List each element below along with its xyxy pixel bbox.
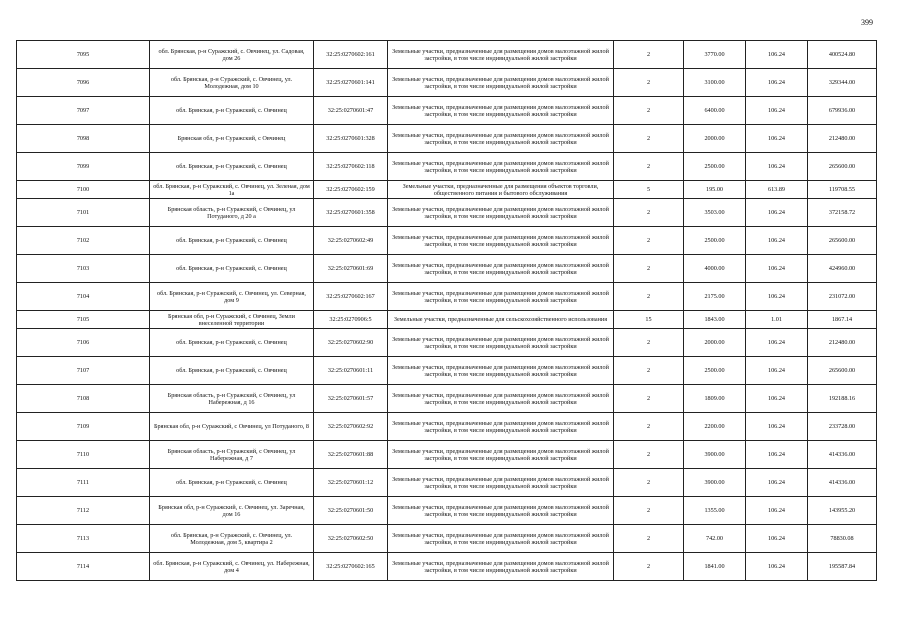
area-cell: 3503.00 — [684, 199, 746, 227]
rate-cell: 106.24 — [746, 413, 808, 441]
rate-cell: 106.24 — [746, 525, 808, 553]
group-cell: 2 — [614, 69, 684, 97]
land-purpose-cell: Земельные участки, предназначенные для размещения домов малоэтажной жилой застройки, в том числе индивидуальной жилой застройки — [388, 199, 614, 227]
rate-cell: 106.24 — [746, 283, 808, 311]
group-cell: 2 — [614, 255, 684, 283]
rate-cell: 106.24 — [746, 227, 808, 255]
table-row — [17, 329, 877, 357]
cadastral-value-cell: 400524.80 — [808, 41, 877, 69]
land-purpose-cell: Земельные участки, предназначенные для размещения домов малоэтажной жилой застройки, в том числе индивидуальной жилой застройки — [388, 255, 614, 283]
group-cell: 2 — [614, 525, 684, 553]
group-cell: 2 — [614, 153, 684, 181]
group-cell: 2 — [614, 497, 684, 525]
rate-cell: 106.24 — [746, 153, 808, 181]
rate-cell: 106.24 — [746, 497, 808, 525]
rate-cell: 106.24 — [746, 97, 808, 125]
address-cell: Брянская обл, р-н Суражский, с Овчинец, ул Потуданого, 8 — [150, 413, 314, 441]
table-body — [17, 41, 877, 581]
group-cell: 2 — [614, 553, 684, 581]
row-number: 7099 — [17, 153, 150, 181]
table-row — [17, 441, 877, 469]
table-row — [17, 153, 877, 181]
row-number: 7110 — [17, 441, 150, 469]
rate-cell: 106.24 — [746, 125, 808, 153]
table-row — [17, 41, 877, 69]
table-row — [17, 311, 877, 329]
row-number: 7106 — [17, 329, 150, 357]
area-cell: 2175.00 — [684, 283, 746, 311]
land-purpose-cell: Земельные участки, предназначенные для размещения домов малоэтажной жилой застройки, в том числе индивидуальной жилой застройки — [388, 227, 614, 255]
cadastral-number-cell: 32:25:0270906:5 — [314, 311, 388, 329]
row-number: 7103 — [17, 255, 150, 283]
cadastral-value-cell: 78830.08 — [808, 525, 877, 553]
address-cell: обл. Брянская, р-н Суражский, с. Овчинец — [150, 329, 314, 357]
table-row — [17, 125, 877, 153]
cadastral-number-cell: 32:25:0270601:50 — [314, 497, 388, 525]
rate-cell: 106.24 — [746, 553, 808, 581]
area-cell: 3100.00 — [684, 69, 746, 97]
row-number: 7109 — [17, 413, 150, 441]
group-cell: 2 — [614, 329, 684, 357]
table-row — [17, 255, 877, 283]
land-purpose-cell: Земельные участки, предназначенные для размещения домов малоэтажной жилой застройки, в том числе индивидуальной жилой застройки — [388, 153, 614, 181]
cadastral-number-cell: 32:25:0270602:167 — [314, 283, 388, 311]
cadastral-number-cell: 32:25:0270602:118 — [314, 153, 388, 181]
area-cell: 1809.00 — [684, 385, 746, 413]
land-purpose-cell: Земельные участки, предназначенные для размещения домов малоэтажной жилой застройки, в том числе индивидуальной жилой застройки — [388, 125, 614, 153]
row-number: 7101 — [17, 199, 150, 227]
cadastral-number-cell: 32:25:0270602:49 — [314, 227, 388, 255]
row-number: 7111 — [17, 469, 150, 497]
cadastral-value-cell: 231072.00 — [808, 283, 877, 311]
address-cell: обл. Брянская, р-н Суражский, с. Овчинец, ул. Молодежная, дом 10 — [150, 69, 314, 97]
rate-cell: 613.89 — [746, 181, 808, 199]
table-row — [17, 97, 877, 125]
group-cell: 2 — [614, 227, 684, 255]
rate-cell: 106.24 — [746, 69, 808, 97]
land-purpose-cell: Земельные участки, предназначенные для размещения домов малоэтажной жилой застройки, в том числе индивидуальной жилой застройки — [388, 385, 614, 413]
cadastral-value-cell: 424960.00 — [808, 255, 877, 283]
table-row — [17, 69, 877, 97]
group-cell: 15 — [614, 311, 684, 329]
group-cell: 2 — [614, 413, 684, 441]
table-row — [17, 553, 877, 581]
group-cell: 2 — [614, 41, 684, 69]
area-cell: 3900.00 — [684, 441, 746, 469]
table-row — [17, 497, 877, 525]
table-row — [17, 385, 877, 413]
cadastral-value-cell: 192188.16 — [808, 385, 877, 413]
group-cell: 2 — [614, 199, 684, 227]
land-purpose-cell: Земельные участки, предназначенные для размещения домов малоэтажной жилой застройки, в том числе индивидуальной жилой застройки — [388, 283, 614, 311]
address-cell: Брянская обл, р-н Суражский, с Овчинец, Земли внеселенной территории — [150, 311, 314, 329]
cadastral-number-cell: 32:25:0270601:57 — [314, 385, 388, 413]
area-cell: 2200.00 — [684, 413, 746, 441]
address-cell: обл. Брянская, р-н Суражский, с. Овчинец, ул. Молодежная, дом 5, квартира 2 — [150, 525, 314, 553]
address-cell: обл. Брянская, р-н Суражский, с. Овчинец, ул. Садовая, дом 26 — [150, 41, 314, 69]
cadastral-number-cell: 32:25:0270602:90 — [314, 329, 388, 357]
address-cell: обл. Брянская, р-н Суражский, с. Овчинец — [150, 227, 314, 255]
rate-cell: 106.24 — [746, 385, 808, 413]
address-cell: обл. Брянская, р-н Суражский, с. Овчинец — [150, 255, 314, 283]
land-purpose-cell: Земельные участки, предназначенные для размещения домов малоэтажной жилой застройки, в том числе индивидуальной жилой застройки — [388, 357, 614, 385]
address-cell: обл. Брянская, р-н Суражский, с. Овчинец — [150, 469, 314, 497]
group-cell: 2 — [614, 357, 684, 385]
rate-cell: 106.24 — [746, 255, 808, 283]
cadastral-number-cell: 32:25:0270601:141 — [314, 69, 388, 97]
area-cell: 1843.00 — [684, 311, 746, 329]
row-number: 7112 — [17, 497, 150, 525]
cadastral-value-table — [16, 40, 877, 581]
cadastral-number-cell: 32:25:0270601:88 — [314, 441, 388, 469]
cadastral-value-cell: 1867.14 — [808, 311, 877, 329]
area-cell: 195.00 — [684, 181, 746, 199]
area-cell: 2000.00 — [684, 329, 746, 357]
row-number: 7102 — [17, 227, 150, 255]
group-cell: 2 — [614, 469, 684, 497]
land-purpose-cell: Земельные участки, предназначенные для размещения домов малоэтажной жилой застройки, в том числе индивидуальной жилой застройки — [388, 469, 614, 497]
row-number: 7104 — [17, 283, 150, 311]
address-cell: обл. Брянская, р-н Суражский, с. Овчинец, ул. Набережная, дом 4 — [150, 553, 314, 581]
area-cell: 2000.00 — [684, 125, 746, 153]
rate-cell: 106.24 — [746, 469, 808, 497]
row-number: 7107 — [17, 357, 150, 385]
area-cell: 4000.00 — [684, 255, 746, 283]
rate-cell: 106.24 — [746, 441, 808, 469]
cadastral-value-cell: 372158.72 — [808, 199, 877, 227]
cadastral-value-cell: 329344.00 — [808, 69, 877, 97]
cadastral-number-cell: 32:25:0270602:92 — [314, 413, 388, 441]
cadastral-number-cell: 32:25:0270602:165 — [314, 553, 388, 581]
cadastral-number-cell: 32:25:0270601:328 — [314, 125, 388, 153]
area-cell: 1841.00 — [684, 553, 746, 581]
address-cell: Брянская область, р-н Суражский, с Овчинец, ул Потуданого, д 20 а — [150, 199, 314, 227]
address-cell: Брянская обл, р-н Суражский, с. Овчинец, ул. Заречная, дом 16 — [150, 497, 314, 525]
rate-cell: 106.24 — [746, 41, 808, 69]
table-row — [17, 181, 877, 199]
table-row — [17, 469, 877, 497]
address-cell: Брянская область, р-н Суражский, с Овчинец, ул Набережная, д 7 — [150, 441, 314, 469]
cadastral-number-cell: 32:25:0270602:159 — [314, 181, 388, 199]
table-row — [17, 525, 877, 553]
address-cell: обл. Брянская, р-н Суражский, с. Овчинец, ул. Северная, дом 9 — [150, 283, 314, 311]
address-cell: Брянская область, р-н Суражский, с Овчинец, ул Набережная, д 16 — [150, 385, 314, 413]
row-number: 7108 — [17, 385, 150, 413]
land-purpose-cell: Земельные участки, предназначенные для размещения домов малоэтажной жилой застройки, в том числе индивидуальной жилой застройки — [388, 329, 614, 357]
cadastral-value-cell: 233728.00 — [808, 413, 877, 441]
rate-cell: 106.24 — [746, 357, 808, 385]
table-row — [17, 413, 877, 441]
area-cell: 2500.00 — [684, 357, 746, 385]
area-cell: 2500.00 — [684, 153, 746, 181]
row-number: 7113 — [17, 525, 150, 553]
table-row — [17, 283, 877, 311]
cadastral-value-cell: 265600.00 — [808, 227, 877, 255]
page-number: 399 — [861, 18, 873, 27]
row-number: 7100 — [17, 181, 150, 199]
area-cell: 3900.00 — [684, 469, 746, 497]
row-number: 7105 — [17, 311, 150, 329]
cadastral-number-cell: 32:25:0270601:69 — [314, 255, 388, 283]
land-purpose-cell: Земельные участки, предназначенные для размещения домов малоэтажной жилой застройки, в том числе индивидуальной жилой застройки — [388, 553, 614, 581]
land-purpose-cell: Земельные участки, предназначенные для размещения домов малоэтажной жилой застройки, в том числе индивидуальной жилой застройки — [388, 525, 614, 553]
cadastral-number-cell: 32:25:0270601:358 — [314, 199, 388, 227]
row-number: 7098 — [17, 125, 150, 153]
row-number: 7114 — [17, 553, 150, 581]
cadastral-value-cell: 265600.00 — [808, 357, 877, 385]
cadastral-number-cell: 32:25:0270601:11 — [314, 357, 388, 385]
cadastral-number-cell: 32:25:0270601:12 — [314, 469, 388, 497]
cadastral-value-cell: 195587.84 — [808, 553, 877, 581]
row-number: 7097 — [17, 97, 150, 125]
address-cell: Брянская обл, р-н Суражский, с Овчинец — [150, 125, 314, 153]
row-number: 7095 — [17, 41, 150, 69]
table-row — [17, 227, 877, 255]
group-cell: 5 — [614, 181, 684, 199]
cadastral-number-cell: 32:25:0270601:47 — [314, 97, 388, 125]
cadastral-value-cell: 414336.00 — [808, 441, 877, 469]
cadastral-value-cell: 212480.00 — [808, 329, 877, 357]
address-cell: обл. Брянская, р-н Суражский, с. Овчинец — [150, 97, 314, 125]
address-cell: обл. Брянская, р-н Суражский, с. Овчинец, ул. Зеленая, дом 1а — [150, 181, 314, 199]
cadastral-value-cell: 143955.20 — [808, 497, 877, 525]
area-cell: 2500.00 — [684, 227, 746, 255]
address-cell: обл. Брянская, р-н Суражский, с. Овчинец — [150, 357, 314, 385]
land-purpose-cell: Земельные участки, предназначенные для сельскохозяйственного использования — [388, 311, 614, 329]
cadastral-number-cell: 32:25:0270602:50 — [314, 525, 388, 553]
cadastral-value-cell: 265600.00 — [808, 153, 877, 181]
cadastral-value-cell: 414336.00 — [808, 469, 877, 497]
land-purpose-cell: Земельные участки, предназначенные для размещения домов малоэтажной жилой застройки, в том числе индивидуальной жилой застройки — [388, 413, 614, 441]
land-purpose-cell: Земельные участки, предназначенные для размещения домов малоэтажной жилой застройки, в том числе индивидуальной жилой застройки — [388, 69, 614, 97]
group-cell: 2 — [614, 385, 684, 413]
table-row — [17, 199, 877, 227]
cadastral-number-cell: 32:25:0270602:161 — [314, 41, 388, 69]
land-purpose-cell: Земельные участки, предназначенные для размещения домов малоэтажной жилой застройки, в том числе индивидуальной жилой застройки — [388, 41, 614, 69]
area-cell: 742.00 — [684, 525, 746, 553]
land-purpose-cell: Земельные участки, предназначенные для размещения объектов торговли, общественного питания и бытового обслуживания — [388, 181, 614, 199]
rate-cell: 106.24 — [746, 329, 808, 357]
area-cell: 6400.00 — [684, 97, 746, 125]
area-cell: 1355.00 — [684, 497, 746, 525]
table-row — [17, 357, 877, 385]
address-cell: обл. Брянская, р-н Суражский, с. Овчинец — [150, 153, 314, 181]
cadastral-value-cell: 119708.55 — [808, 181, 877, 199]
cadastral-value-cell: 212480.00 — [808, 125, 877, 153]
row-number: 7096 — [17, 69, 150, 97]
group-cell: 2 — [614, 125, 684, 153]
group-cell: 2 — [614, 283, 684, 311]
group-cell: 2 — [614, 441, 684, 469]
area-cell: 3770.00 — [684, 41, 746, 69]
land-purpose-cell: Земельные участки, предназначенные для размещения домов малоэтажной жилой застройки, в том числе индивидуальной жилой застройки — [388, 97, 614, 125]
land-purpose-cell: Земельные участки, предназначенные для размещения домов малоэтажной жилой застройки, в том числе индивидуальной жилой застройки — [388, 497, 614, 525]
group-cell: 2 — [614, 97, 684, 125]
land-purpose-cell: Земельные участки, предназначенные для размещения домов малоэтажной жилой застройки, в том числе индивидуальной жилой застройки — [388, 441, 614, 469]
rate-cell: 1.01 — [746, 311, 808, 329]
rate-cell: 106.24 — [746, 199, 808, 227]
cadastral-value-cell: 679936.00 — [808, 97, 877, 125]
